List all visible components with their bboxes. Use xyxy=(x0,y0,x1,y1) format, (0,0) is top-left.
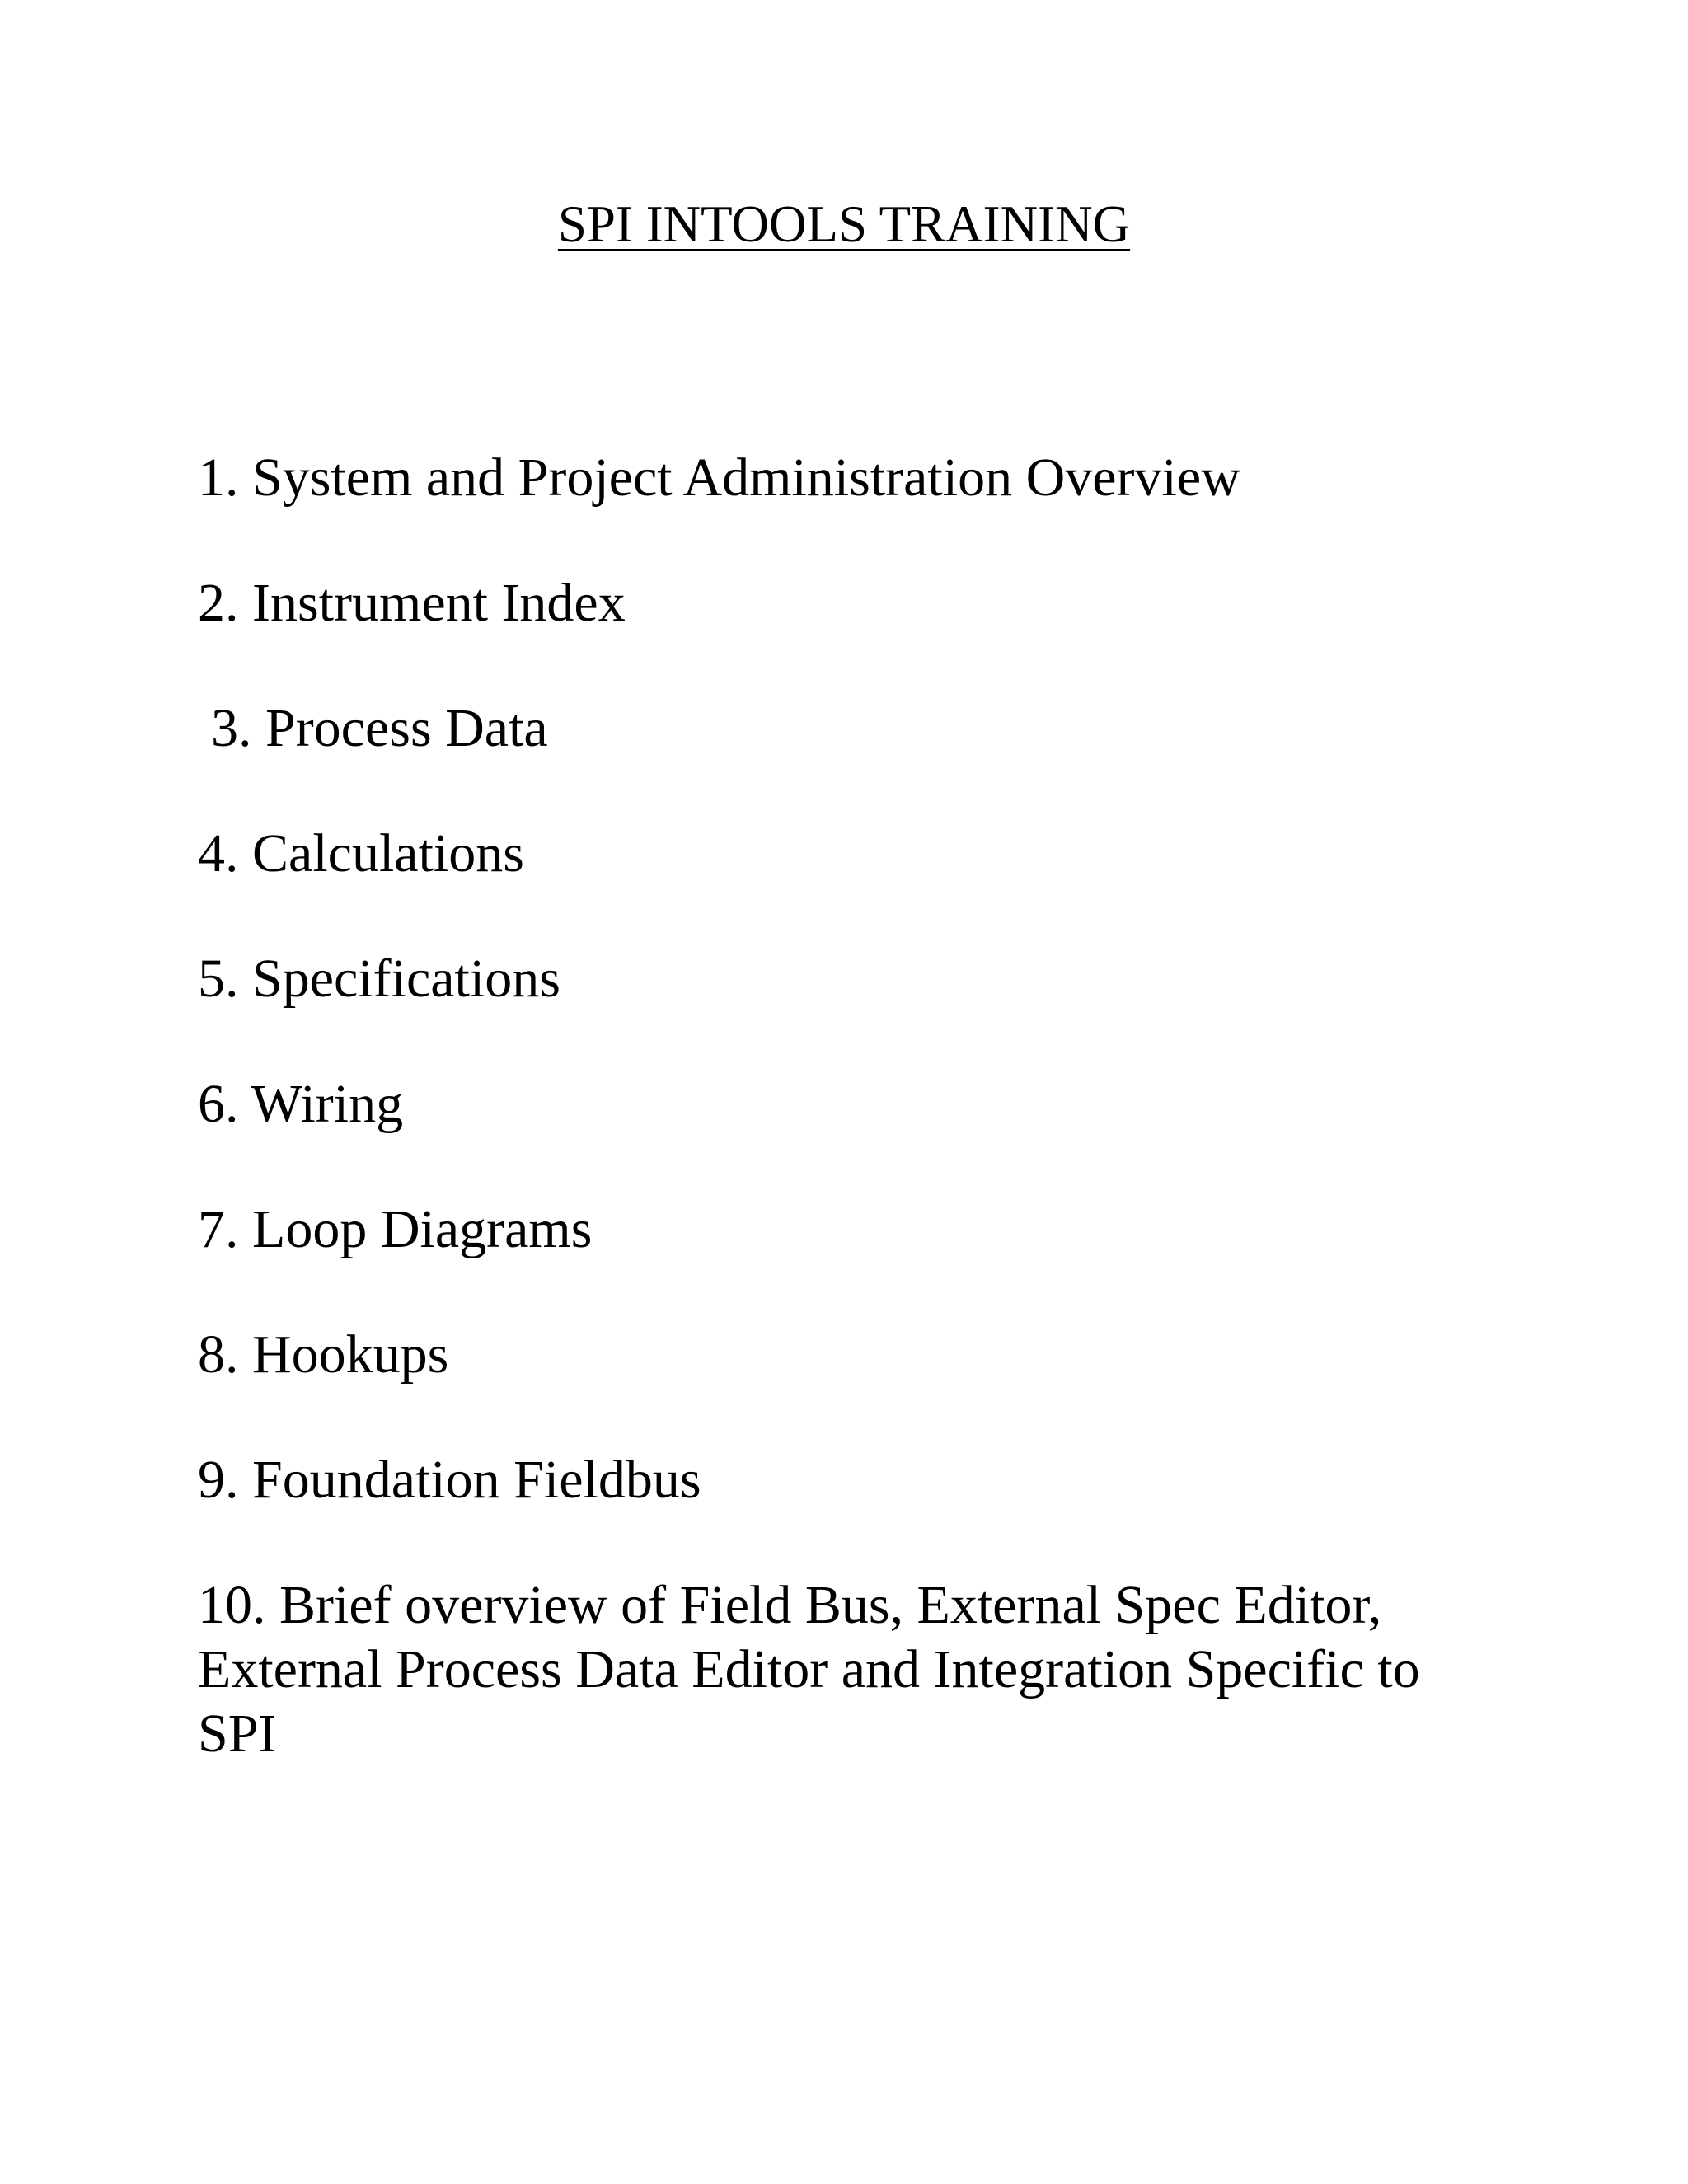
list-item-6: 6. Wiring xyxy=(198,1074,404,1134)
list-item-3: 3. Process Data xyxy=(211,698,548,758)
list-item-1: 1. System and Project Administration Overview xyxy=(198,448,1240,508)
list-item-10: 10. Brief overview of Field Bus, External Spec Editor, External Process Data Editor and Integration Specific to SPI xyxy=(198,1575,1420,1764)
list-item-4: 4. Calculations xyxy=(198,823,524,883)
list-item-8: 8. Hookups xyxy=(198,1324,449,1385)
list-item-5: 5. Specifications xyxy=(198,949,560,1009)
document-title: SPI INTOOLS TRAINING xyxy=(557,195,1131,253)
list-item-7: 7. Loop Diagrams xyxy=(198,1199,593,1259)
list-item-9: 9. Foundation Fieldbus xyxy=(198,1450,701,1510)
list-item-2: 2. Instrument Index xyxy=(198,573,626,633)
